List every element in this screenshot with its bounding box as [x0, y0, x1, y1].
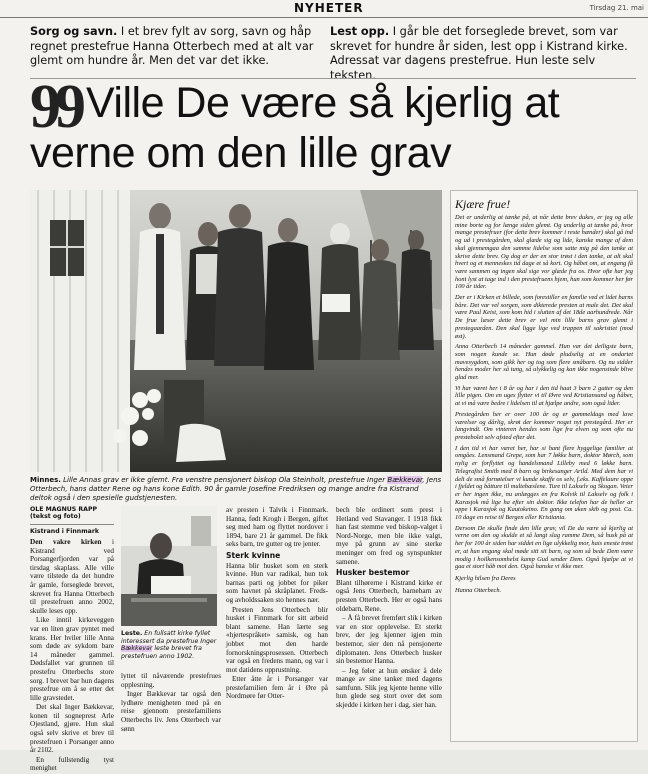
byline-role: (tekst og foto)	[30, 513, 81, 521]
main-photo-caption	[30, 476, 442, 503]
letter-body	[455, 214, 633, 571]
headline	[30, 73, 630, 177]
quote-mark-icon: 99	[30, 73, 80, 141]
article-paragraph: Presten Jens Otterbech blir husket i Finnmark for sitt arbeid blant samene. Han lærte seg «hjertespråket» samisk, og han jobbet mot den harde fornorskningsprosessen. Otterbech var også en fredens mann, og var i mot datidens opprustning.	[226, 605, 328, 674]
letter-paragraph: Dersom De skulle finde den lille grav, vil De da være så kjerlig at verne om den og skulde et så langt slag ramme Dem, så husk på at her for 100 år siden har siddet en lige ulykkelig mor, hais eneste trøst er, at hun engang skal møde sitt sit barn, og som så bede Dem være modig i hoilkensomhelst kamp Gud sender Dem. Også hjælpe at vi gaa et stort håb mot den. Også hanske vi ikke mer.	[455, 524, 633, 571]
small-caption-label: Leste.	[121, 630, 143, 637]
col1-subhead: Den vakre kirken	[30, 538, 102, 546]
caption-text-b: , Jens Otterbech, hans datter Rene og hans kone Edith. 90 år gamle Josefine Fredriksen og mange andre fra Kistrand deltok også i den spesielle gudstjenesten.	[30, 476, 442, 502]
article-paragraph: av presten i Talvik i Finnmark. Hanna, født Krogh i Bergen, giftet seg med ham og flyttet nordover i 1894, bare 21 år gammel. De fikk seks barn, tre gutter og tre jenter.	[226, 506, 328, 549]
letter-paragraph: Der er i Kirken et billede, som forestiller en familie ved et lidet barns båre. Det var vel sorgen, som dikterede presten at male det. Det skal være Paul Keist, som kom hid i slutten af det 18de aarhundrede. Når De frue læser dette brev er vel min lille barns grav glemt i prestegaarden. Den skal ligge lige ved trappen til sakristiet (mod øst).	[455, 294, 633, 340]
small-caption-highlight: Bækkevar	[121, 645, 153, 653]
teaser-left-kicker: Sorg og savn.	[30, 25, 118, 38]
teaser-right-kicker: Lest opp.	[330, 25, 390, 38]
issue-date: Tirsdag 21. mai	[589, 4, 644, 12]
caption-text-a: Lille Annas grav er ikke glemt. Fra venstre pensjonert biskop Ola Steinholt, prestefrue Inger	[60, 476, 388, 484]
letter-title: Kjære frue!	[455, 197, 511, 211]
caption-highlight: Bækkevar	[387, 476, 423, 484]
article-paragraph: Blant tilhørerne i Kistrand kirke er også Jens Otterbech, barnebarn av presten Otterbech. Her er også hans oldebarn, Rene.	[336, 578, 442, 613]
teaser-right	[330, 25, 635, 83]
subheading: Sterk kvinne	[226, 550, 281, 560]
article-paragraph: – Jeg føler at hun ønsker å dele mange av sine tanker med dagens samfunn. Slik jeg kjente henne ville hun glede seg stort over det som skjedde i kirken her i dag, sier han.	[336, 666, 442, 710]
letter-box	[450, 190, 638, 742]
article-paragraph: Etter åtte år i Porsanger var prestefamilien fem år i Øre på Nordmøre før Otter-	[226, 675, 328, 701]
caption-label: Minnes.	[30, 476, 61, 484]
article-column-1	[30, 538, 114, 774]
article-column-2	[121, 672, 221, 734]
small-caption-text-a: En fullsatt kirke fyllet interessert da prestefrue Inger	[121, 630, 217, 645]
small-caption-text-b: leste brevet fra prestefruen anno 1902.	[121, 645, 202, 660]
letter-paragraph: Prestegården her er over 100 år og er gammeldags med lave værelser og dårlig, skrøt der kommer noget nyt prestegård. Her er langvindt. Om vinteren hendes som lige fra elven og som ofte nu prestebolet selv afsted efter det.	[455, 410, 633, 441]
letter-paragraph: I den tid vi har været her, har si hant flere hyggelige familier at omgåes. Lensmand Grepe, som har 7 løkke barn, doktor Mørch, som nylig er forflyttet og handelsmand Lilleby med 6 løkke barn. Telegrafist Smith med 8 barn og birkesanger Arild. Med dem har vi delt de små fornøielser vi kunde skaffe os selv, f.eks. Kaffelaure oppe i fjeldet og båtture til multebæslene. Ture til Lakselv og Skogan. Veier er her ingen ikke, nu anlægges en fra Kolvik til Lakselv og folk i Karasjok må lige ha efter sin doktor. Ikke telefon har de heller ar oppe i Karasjok og Kautokeino. En gang om uken skib og post. Ca. 10 dage en reise til Bergen eller Kristiania.	[455, 444, 633, 522]
article-paragraph: Det skal Inger Bækkevar, konen til sogneprest Arle Ojestland, gjøre. Hun skal også selv skrive et brev til prestefruen i Porsanger anno år 2102.	[30, 703, 114, 755]
byline-divider	[30, 524, 114, 525]
article-column-3	[226, 506, 328, 702]
section-name: NYHETER	[294, 1, 364, 15]
article-paragraph: lyttet til nåværende prestefrues opplesning.	[121, 672, 221, 689]
article-paragraph: En fullstendig tyst menighet	[30, 755, 114, 773]
section-header	[0, 0, 648, 18]
small-photo	[121, 506, 217, 626]
teaser-left-text: I et brev fylt av sorg, savn og håp regnet prestefrue Hanna Otterbech med at alt var glemt om hundre år. Men det var det ikke.	[30, 25, 314, 67]
teaser-left	[30, 25, 315, 69]
byline-desk: Kistrand i Finnmark	[30, 527, 99, 535]
article-paragraph: bech ble ordinert som prest i Hetland ved Stavanger. I 1918 fikk han fast stemme ved biskop-valget i Nord-Norge, men ble ikke valgt, mye på grunn av sine sterke meninger om fred og synspunkter samene.	[336, 506, 442, 566]
article-paragraph: Hanna blir husket som en sterk kvinne. Hun var radikal, hun tok barnas parti og jobbet for piker som havnet på skråplanet. Freds- og avholdssaken sto hennes nær.	[226, 561, 328, 604]
article-column-4	[336, 506, 442, 711]
letter-closing: Kjerlig hilsen fra Deres	[455, 574, 516, 582]
main-photo	[30, 190, 442, 472]
article-paragraph: Like inntil kirkeveggen var en liten grav pyntet med krans. Her hviler lille Anna som døde av sykdom bare 14 måneder gammel. Dødsfallet var grunnen til prestefru Otterbechs store sorg. I brevet bar hun dagens prestefrue om å se etter det lille gravstedet.	[30, 616, 114, 702]
byline-name: OLE MAGNUS RAPP	[30, 506, 98, 513]
article-paragraph: Inger Bækkevar tar også den lydhøre menigheten med på en reise gjennom prestefamiliens Otterbechs liv. Jens Otterbech var sønn	[121, 690, 221, 733]
article-paragraph	[30, 538, 114, 615]
subheading: Husker bestemor	[336, 568, 410, 578]
teaser-right-text: I går ble det forseglede brevet, som var skrevet for hundre år siden, lest opp i Kistrand kirke. Adressat var dagens prestefrue. Hun leste selv teksten.	[330, 25, 628, 82]
letter-signature: Hanna Otterbech.	[455, 586, 502, 594]
letter-paragraph: Vi har været her i 8 år og har i den tid haat 3 barn 2 gutter og den lille pigen. Om en uges flytter vi til Øvre ved Kristiansund og håber, at vi må være bedre i lidelsen til at hjælpe andre, som også lider.	[455, 384, 633, 408]
letter-paragraph: Anna Otterbech 14 måneder gammel. Hun var det deiligste barn, som nogen kunde se. Hun døde pludselig at en ondartet mavesygdom, som gikk her og tog som flere småbarn. Og nu sidder hendes moder her så tung, så ulykkelig og kan ikke nogensinde blive glad mer.	[455, 343, 633, 382]
letter-paragraph: Det er underlig at tænke på, at når dette brev dukes, er jeg og alle mine borte og for længe siden glemt. Og underlig at tænke på, hvor mange prestefruer (for dette brev kommer i reste hænder) skal gå ind og ud i prestegården, skal glæde sig og lide, kanske mange af dem skal gjennemgaa den samme lidelse som satte mig på den tanke at skrive dette brev. Og dog er der en stor trøst i den tanke, at alt skal hvert og et menneskes tid dage et så kort. Og håbet om, at engang få være sammen og ingen skal sige vor glæde fra os. Hvor ofte har jeg hont lyst at tage ind i den prestefruens hjem, hun som kommer her før 100 år tider.	[455, 214, 633, 291]
col1-text-1: i Kistrand ved Porsangerfjorden var på tirsdag skaplass. Alle ville være tilstede da det hundre år gamle, forseglede brevet, skrevet fra Hanna Otterbech til prestefruen anno 2002, skulle leses opp.	[30, 538, 115, 615]
headline-text: Ville De være så kjerlig at verne om den lille grav	[30, 79, 560, 177]
article-paragraph: – Å få brevet fremført slik i kirken var en stor opplevelse. Et sterkt brev, der jeg kjenner igjen min bestemor, sier den nå pensjonerte diplomaten. Jens Otterbech husker sin bestemor Hanna.	[336, 614, 442, 666]
small-photo-caption	[121, 630, 221, 660]
byline	[30, 506, 114, 535]
